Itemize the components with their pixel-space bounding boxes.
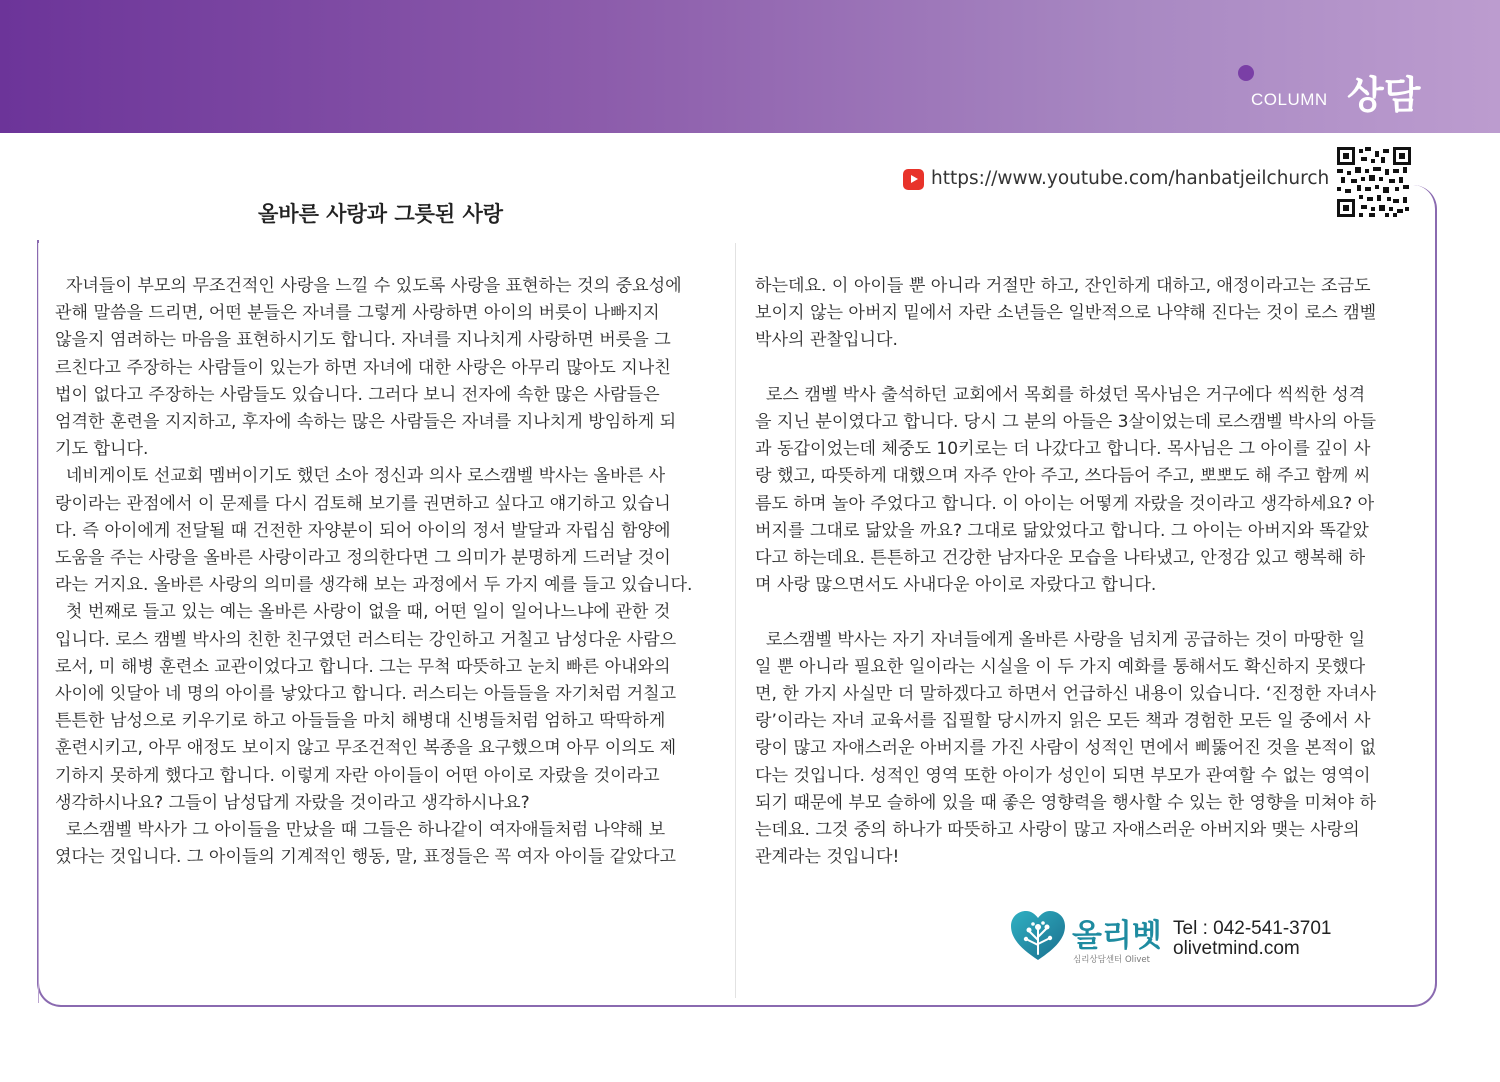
frame-top-mask — [30, 180, 1410, 240]
article-left-column — [55, 273, 725, 871]
article-line: 관계라는 것입니다! — [755, 847, 900, 868]
article-line: 름도 하며 놀아 주었다고 합니다. 이 아이는 어떻게 자랐을 것이라고 생각하세요? 아 — [755, 493, 1375, 514]
article-line: 로스 캠벨 박사 출석하던 교회에서 목회를 하셨던 목사님은 거구에다 씩씩한 성격 — [755, 384, 1366, 405]
article-line: 랑이 많고 자애스러운 아버지를 가진 사람이 성적인 면에서 삐뚫어진 것을 본적이 없 — [755, 738, 1377, 759]
article-line: 기도 합니다. — [55, 439, 149, 460]
article-line: 며 사랑 많으면서도 사내다운 아이로 자랐다고 합니다. — [755, 575, 1157, 596]
article-line: 다. 즉 아이에게 전달될 때 건전한 자양분이 되어 아이의 정서 발달과 자립심 함양에 — [55, 520, 671, 541]
article-line: 로서, 미 해병 훈련소 교관이었다고 합니다. 그는 무척 따뜻하고 눈치 빠른 아내와의 — [55, 656, 671, 677]
article-line: 로스캠벨 박사는 자기 자녀들에게 올바른 사랑을 넘치게 공급하는 것이 마땅한 일 — [755, 629, 1366, 650]
article-line: 관해 말씀을 드리면, 어떤 분들은 자녀를 그렇게 사랑하면 아이의 버릇이 나빠지지 — [55, 303, 660, 324]
article-line: 첫 번째로 들고 있는 예는 올바른 사랑이 없을 때, 어떤 일이 일어나느냐에 관한 것 — [55, 602, 671, 623]
article-line: 랑’이라는 자녀 교육서를 집필할 당시까지 읽은 모든 책과 경험한 모든 일 중에서 사 — [755, 711, 1371, 732]
article-line: 사이에 잇달아 네 명의 아이를 낳았다고 합니다. 러스티는 아들들을 자기처럼 거칠고 — [55, 684, 677, 705]
article-line: 다는 것입니다. 성적인 영역 또한 아이가 성인이 되면 부모가 관여할 수 없는 영역이 — [755, 765, 1371, 786]
article-line: 면, 한 가지 사실만 더 말하겠다고 하면서 언급하신 내용이 있습니다. ‘진정한 자녀사 — [755, 684, 1376, 705]
article-line: 되기 때문에 부모 슬하에 있을 때 좋은 영향력을 행사할 수 있는 한 영향을 미쳐야 하 — [755, 792, 1376, 813]
article-line: 법이 없다고 주장하는 사람들도 있습니다. 그러다 보니 전자에 속한 많은 사람들은 — [55, 384, 660, 405]
article-line: 도움을 주는 사랑을 올바른 사랑이라고 정의한다면 그 의미가 분명하게 드러날 것이 — [55, 548, 671, 569]
heart-tree-logo-icon — [1010, 910, 1066, 962]
article-line: 기하지 못하게 했다고 합니다. 이렇게 자란 아이들이 어떤 아이로 자랐을 것이라고 — [55, 765, 660, 786]
article-line: 네비게이토 선교회 멤버이기도 했던 소아 정신과 의사 로스캠벨 박사는 올바른 사 — [55, 466, 666, 487]
article-line: 훈련시키고, 아무 애정도 보이지 않고 무조건적인 복종을 요구했으며 아무 이의도 제 — [55, 738, 677, 759]
article-right-column — [755, 273, 1425, 871]
article-line: 랑이라는 관점에서 이 문제를 다시 검토해 보기를 권면하고 싶다고 얘기하고 있습니 — [55, 493, 671, 514]
qr-code-icon — [1337, 147, 1411, 217]
youtube-icon — [903, 169, 924, 190]
article-line: 르친다고 주장하는 사람들이 있는가 하면 자녀에 대한 사랑은 아무리 많아도 지나친 — [55, 357, 671, 378]
column-divider — [735, 243, 736, 998]
section-title: 상담 — [1347, 73, 1421, 117]
article-line: 박사의 관찰입니다. — [755, 330, 898, 351]
dot-icon — [1238, 65, 1254, 81]
article-line: 일 뿐 아니라 필요한 일이라는 시실을 이 두 가지 예화를 통해서도 확신하지 못했다 — [755, 656, 1366, 677]
article-line — [755, 355, 1425, 382]
article-line: 을 지닌 분이였다고 합니다. 당시 그 분의 아들은 3살이었는데 로스캠벨 박사의 아들 — [755, 412, 1376, 432]
logo-subtitle: 심리상담센터 Olivet — [1073, 955, 1150, 965]
article-line: 하는데요. 이 아이들 뿐 아니라 거절만 하고, 잔인하게 대하고, 애정이라고는 조금도 — [755, 276, 1371, 296]
article-title: 올바른 사랑과 그릇된 사랑 — [258, 202, 504, 226]
article-line: 자녀들이 부모의 무조건적인 사랑을 느낄 수 있도록 사랑을 표현하는 것의 중요성에 — [55, 276, 682, 296]
telephone: Tel : 042-541-3701 — [1173, 918, 1332, 939]
website-link[interactable]: olivetmind.com — [1173, 938, 1300, 959]
article-line: 보이지 않는 아버지 밑에서 자란 소년들은 일반적으로 나약해 진다는 것이 로스 캠벨 — [755, 303, 1377, 324]
article-line: 생각하시나요? 그들이 남성답게 자랐을 것이라고 생각하시나요? — [55, 792, 530, 813]
article-line: 랑 했고, 따뜻하게 대했으며 자주 안아 주고, 쓰다듬어 주고, 뽀뽀도 해 주고 함께 씨 — [755, 466, 1371, 487]
article-line: 다고 하는데요. 튼튼하고 건강한 남자다운 모습을 나타냈고, 안정감 있고 행복해 하 — [755, 548, 1366, 569]
article-line: 않을지 염려하는 마음을 표현하시기도 합니다. 자녀를 지나치게 사랑하면 버릇을 그 — [55, 330, 671, 351]
article-line: 버지를 그대로 닮았을 까요? 그대로 닮았었다고 합니다. 그 아이는 아버지와 똑같았 — [755, 520, 1369, 541]
article-line: 는데요. 그것 중의 하나가 따뜻하고 사랑이 많고 자애스러운 아버지와 맺는 사랑의 — [755, 820, 1360, 841]
article-line: 과 동갑이었는데 체중도 10키로는 더 나갔다고 합니다. 목사님은 그 아이를 깊이 사 — [755, 439, 1371, 460]
article-line: 였다는 것입니다. 그 아이들의 기계적인 행동, 말, 표정들은 꼭 여자 아이들 같았다고 — [55, 847, 676, 868]
article-line: 라는 거지요. 올바른 사랑의 의미를 생각해 보는 과정에서 두 가지 예를 들고 있습니다. — [55, 575, 693, 596]
article-line: 입니다. 로스 캠벨 박사의 친한 친구였던 러스티는 강인하고 거칠고 남성다운 사람으 — [55, 629, 677, 650]
youtube-link[interactable]: https://www.youtube.com/hanbatjeilchurch — [931, 168, 1330, 189]
article-line — [755, 599, 1425, 626]
header-banner — [0, 0, 1500, 133]
article-line: 튼튼한 남성으로 키우기로 하고 아들들을 마치 해병대 신병들처럼 엄하고 딱딱하게 — [55, 711, 666, 732]
article-line: 로스캠벨 박사가 그 아이들을 만났을 때 그들은 하나같이 여자애들처럼 나약해 보 — [55, 820, 666, 841]
column-label: COLUMN — [1251, 90, 1328, 109]
logo-name: 올리벳 — [1072, 918, 1162, 954]
article-line: 엄격한 훈련을 지지하고, 후자에 속하는 많은 사람들은 자녀를 지나치게 방임하게 되 — [55, 412, 677, 433]
left-border-line — [38, 243, 39, 1003]
